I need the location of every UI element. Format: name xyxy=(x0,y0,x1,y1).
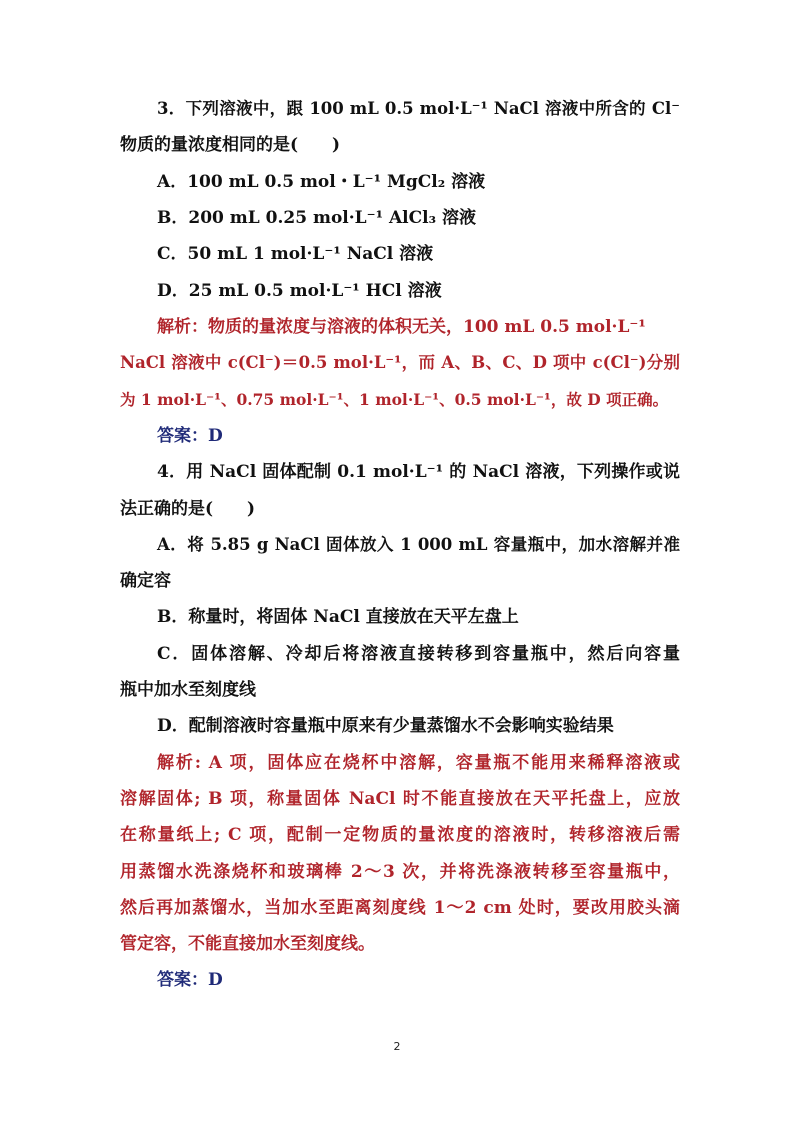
q3-option-c: C．50 mL 1 mol·L⁻¹ NaCl 溶液 xyxy=(157,244,434,264)
q3-analysis-label: 解析 xyxy=(157,317,191,337)
q4-analysis-line6: 管定容，不能直接加水至刻度线。 xyxy=(120,934,375,954)
q3-analysis-text-1: ：物质的量浓度与溶液的体积无关，100 mL 0.5 mol·L⁻¹ xyxy=(191,317,646,337)
q4-analysis-line2: 溶解固体; B 项，称量固体 NaCl 时不能直接放在天平托盘上，应放 xyxy=(120,789,680,809)
q4-analysis-line5: 然后再加蒸馏水，当加水至距离刻度线 1～2 cm 处时，要改用胶头滴 xyxy=(120,898,680,918)
q4-option-a-line2: 确定容 xyxy=(120,571,171,591)
q4-analysis-line1 xyxy=(157,751,680,775)
q4-option-c-line1: C．固体溶解、冷却后将溶液直接转移到容量瓶中，然后向容量 xyxy=(157,644,680,664)
q4-stem-line1: 4．用 NaCl 固体配制 0.1 mol·L⁻¹ 的 NaCl 溶液，下列操作或说 xyxy=(157,462,680,482)
q3-stem-line2: 物质的量浓度相同的是( ) xyxy=(120,135,341,155)
q3-answer xyxy=(157,424,680,448)
q3-answer-value: ：D xyxy=(191,426,223,446)
q3-option-d: D．25 mL 0.5 mol·L⁻¹ HCl 溶液 xyxy=(157,281,442,301)
q4-stem-line2: 法正确的是( ) xyxy=(120,499,256,519)
q4-answer-value: ：D xyxy=(191,970,223,990)
q3-analysis-line3: 为 1 mol·L⁻¹、0.75 mol·L⁻¹、1 mol·L⁻¹、0.5 mol·L⁻¹，故 D 项正确。 xyxy=(120,390,669,409)
q4-analysis-line4: 用蒸馏水洗涤烧杯和玻璃棒 2～3 次，并将洗涤液转移至容量瓶中， xyxy=(120,862,680,882)
q4-option-a-line1: A．将 5.85 g NaCl 固体放入 1 000 mL 容量瓶中，加水溶解并准 xyxy=(157,535,680,554)
page-number: 2 xyxy=(393,1040,401,1053)
q4-option-d: D．配制溶液时容量瓶中原来有少量蒸馏水不会影响实验结果 xyxy=(157,716,614,736)
q3-option-b: B．200 mL 0.25 mol·L⁻¹ AlCl₃ 溶液 xyxy=(157,208,476,228)
q3-stem-line1: 3．下列溶液中，跟 100 mL 0.5 mol·L⁻¹ NaCl 溶液中所含的 Cl⁻ xyxy=(157,99,680,118)
q4-analysis-line3: 在称量纸上; C 项，配制一定物质的量浓度的溶液时，转移溶液后需 xyxy=(120,825,680,845)
q4-answer-label: 答案 xyxy=(157,970,191,990)
q3-answer-label: 答案 xyxy=(157,426,191,446)
q4-answer xyxy=(157,968,680,992)
q3-option-a: A．100 mL 0.5 mol・L⁻¹ MgCl₂ 溶液 xyxy=(157,172,486,192)
q3-analysis-line2: NaCl 溶液中 c(Cl⁻)＝0.5 mol·L⁻¹，而 A、B、C、D 项中 c(Cl⁻)分别 xyxy=(120,353,680,372)
q4-option-c-line2: 瓶中加水至刻度线 xyxy=(120,680,256,700)
q4-analysis-label: 解析 xyxy=(157,753,195,773)
q4-option-b: B．称量时，将固体 NaCl 直接放在天平左盘上 xyxy=(157,607,519,627)
q3-analysis-line1 xyxy=(157,315,680,339)
q4-analysis-text-1: : A 项，固体应在烧杯中溶解，容量瓶不能用来稀释溶液或 xyxy=(194,753,680,773)
